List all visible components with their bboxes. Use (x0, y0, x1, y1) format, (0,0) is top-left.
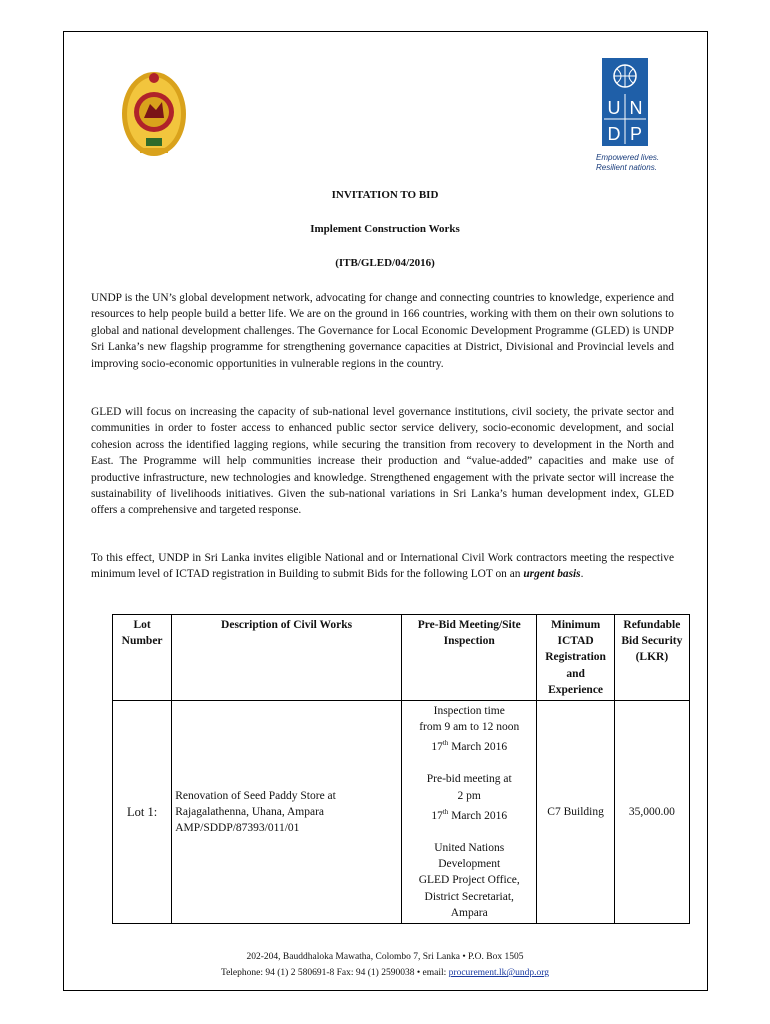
meeting-date (405, 804, 533, 824)
document-title: INVITATION TO BID (331, 189, 439, 201)
invitation-text: To this effect, UNDP in Sri Lanka invites eligible National and or International Civil Work contractors meeting the respective minimum level of ICTAD registration in Building to submit Bids for the following LOT on an (91, 552, 674, 581)
header-description: Description of Civil Works (172, 615, 402, 701)
inspection-line-1: Inspection time (433, 705, 505, 718)
meeting-month: March 2016 (448, 809, 508, 822)
inspection-day: 17 (431, 741, 443, 754)
description-cell (172, 701, 402, 924)
meeting-line-1: Pre-bid meeting at (426, 773, 512, 786)
undp-logo-icon (602, 58, 648, 146)
ictad-cell: C7 Building (537, 701, 614, 924)
lot-cell: Lot 1: (113, 701, 172, 924)
venue-line-5: Ampara (450, 906, 488, 919)
header-bid-security: Refundable Bid Security (LKR) (614, 615, 689, 701)
sri-lanka-crest-icon (120, 70, 188, 158)
description-line-1: Renovation of Seed Paddy Store at (175, 789, 336, 802)
inspection-line-2: from 9 am to 12 noon (419, 721, 520, 734)
undp-tagline (596, 153, 676, 173)
table-row (113, 701, 690, 924)
inspection-month: March 2016 (448, 741, 508, 754)
description-line-3: AMP/SDDP/87393/011/01 (175, 822, 300, 835)
urgent-basis-text: urgent basis (523, 568, 581, 581)
venue-line-1: United Nations (434, 841, 505, 854)
undp-tagline-line-2: Resilient nations. (596, 163, 657, 172)
undp-tagline-line-1: Empowered lives. (596, 153, 660, 162)
prebid-cell (401, 701, 536, 924)
document-subtitle: Implement Construction Works (310, 223, 460, 235)
undp-letter-d: D (607, 124, 621, 144)
footer-phone: Telephone: 94 (1) 2 580691-8 Fax: 94 (1) 2590038 • email: (220, 968, 449, 978)
meeting-line-2: 2 pm (457, 789, 481, 802)
undp-letter-p: P (629, 124, 643, 144)
venue-line-4: District Secretariat, (424, 890, 514, 903)
table-header-row (113, 615, 690, 701)
document-reference: (ITB/GLED/04/2016) (335, 257, 435, 269)
intro-paragraph: UNDP is the UN’s global development network, advocating for change and connecting countries to knowledge, experience and resources to help people build a better life. We are on the ground in 166 countries, working with them on their own solutions to global and national development challenges. The Governance for Local Economic Development Programme (GLED) is UNDP Sri Lanka’s new flagship programme for strengthening governance capacities at District, Divisional and Provincial levels and improving socio-economic opportunities in vulnerable regions in the country. (91, 292, 674, 370)
venue-line-2: Development (438, 858, 501, 871)
footer-address: 202-204, Bauddhaloka Mawatha, Colombo 7, Sri Lanka • P.O. Box 1505 (246, 952, 524, 962)
meeting-day: 17 (431, 809, 443, 822)
header-prebid-meeting: Pre-Bid Meeting/Site Inspection (401, 615, 536, 701)
header-ictad-registration: Minimum ICTAD Registration and Experience (537, 615, 614, 701)
venue-line-3: GLED Project Office, (418, 874, 520, 887)
inspection-date (405, 735, 533, 755)
inspection-day-suffix: th (442, 739, 449, 748)
description-line-2: Rajagalathenna, Uhana, Ampara (175, 805, 325, 818)
header-lot-number: Lot Number (113, 615, 172, 701)
undp-letter-n: N (629, 98, 643, 118)
undp-letter-u: U (607, 98, 621, 118)
email-link[interactable]: procurement.lk@undp.org (448, 968, 550, 978)
meeting-day-suffix: th (442, 807, 449, 816)
gled-paragraph: GLED will focus on increasing the capacity of sub-national level governance institutions, civil society, the private sector and communities in order to foster access to enhanced public sector service delivery, socio-economic development, and social cohesion across the identified lagging regions, while securing the transition from recovery to development in the North and East. The Programme will help communities increase their production and “value-added” capacities and make use of productive infrastructure, new technologies and knowledge. Strengthened engagement with the private sector will increase the sustainability of livelihoods initiatives. Given the sub-national variations in Sri Lanka’s human development index, GLED offers a comprehensive and targeted response. (91, 406, 674, 517)
invitation-end: . (580, 568, 584, 581)
security-cell: 35,000.00 (614, 701, 689, 924)
invitation-paragraph (91, 550, 674, 583)
bid-table (112, 614, 690, 924)
footer-contact (0, 965, 770, 981)
